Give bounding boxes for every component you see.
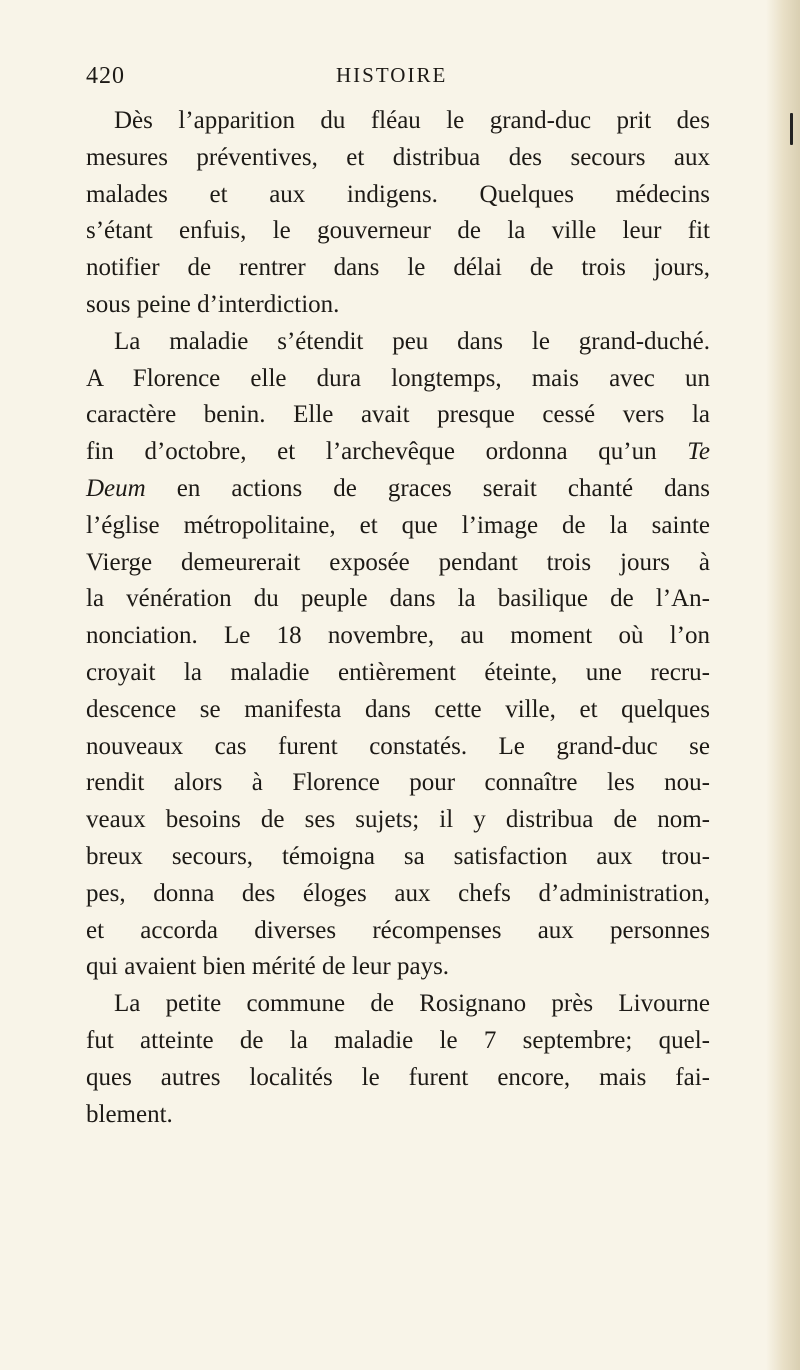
- text-line: ques autres localités le furent encore, mais fai-: [86, 1063, 710, 1091]
- page-number: 420: [86, 63, 125, 89]
- text-line: fin d’octobre, et l’archevêque ordonna qu’un Te: [86, 438, 710, 466]
- text-line: et accorda diverses récompenses aux personnes: [86, 916, 710, 944]
- text-line: s’étant enfuis, le gouverneur de la ville leur fit: [86, 217, 710, 245]
- text-line: veaux besoins de ses sujets; il y distribua de nom-: [86, 806, 710, 834]
- text-line: croyait la maladie entièrement éteinte, une recru-: [86, 658, 710, 686]
- text-line: sous peine d’interdiction.: [86, 290, 340, 318]
- italic-text: Te: [687, 438, 710, 466]
- italic-text: Deum: [86, 474, 146, 502]
- text-line: notifier de rentrer dans le délai de trois jours,: [86, 254, 710, 282]
- page-header: [86, 63, 726, 95]
- text-line: Deum en actions de graces serait chanté dans: [86, 474, 710, 502]
- text-line: rendit alors à Florence pour connaître les nou-: [86, 769, 710, 797]
- text-line: Vierge demeurerait exposée pendant trois jours à: [86, 548, 710, 576]
- text-line: nonciation. Le 18 novembre, au moment où l’on: [86, 622, 710, 650]
- margin-bracket-mark: [790, 113, 793, 145]
- text-line: pes, donna des éloges aux chefs d’administration,: [86, 879, 710, 907]
- text-line: A Florence elle dura longtemps, mais avec un: [86, 364, 710, 392]
- text-line: malades et aux indigens. Quelques médecins: [86, 180, 710, 208]
- text-line: La petite commune de Rosignano près Livourne: [114, 990, 710, 1018]
- page-edge-shadow: [766, 0, 800, 1370]
- text-line: breux secours, témoigna sa satisfaction aux trou-: [86, 842, 710, 870]
- text-line: mesures préventives, et distribua des secours aux: [86, 143, 710, 171]
- body-text: [86, 103, 710, 1133]
- text-line: qui avaient bien mérité de leur pays.: [86, 953, 450, 981]
- text-line: Dès l’apparition du fléau le grand-duc prit des: [114, 107, 710, 134]
- text-line: nouveaux cas furent constatés. Le grand-duc se: [86, 732, 710, 760]
- text-line: l’église métropolitaine, et que l’image de la sainte: [86, 511, 710, 539]
- text-line: descence se manifesta dans cette ville, et quelques: [86, 695, 710, 723]
- text-line: fut atteinte de la maladie le 7 septembre; quel-: [86, 1026, 710, 1054]
- text-line: caractère benin. Elle avait presque cessé vers la: [86, 401, 710, 429]
- text-line: la vénération du peuple dans la basilique de l’An-: [86, 585, 710, 613]
- text-line: blement.: [86, 1100, 173, 1128]
- running-head: HISTOIRE: [336, 63, 448, 87]
- text-line: La maladie s’étendit peu dans le grand-duché.: [114, 327, 710, 355]
